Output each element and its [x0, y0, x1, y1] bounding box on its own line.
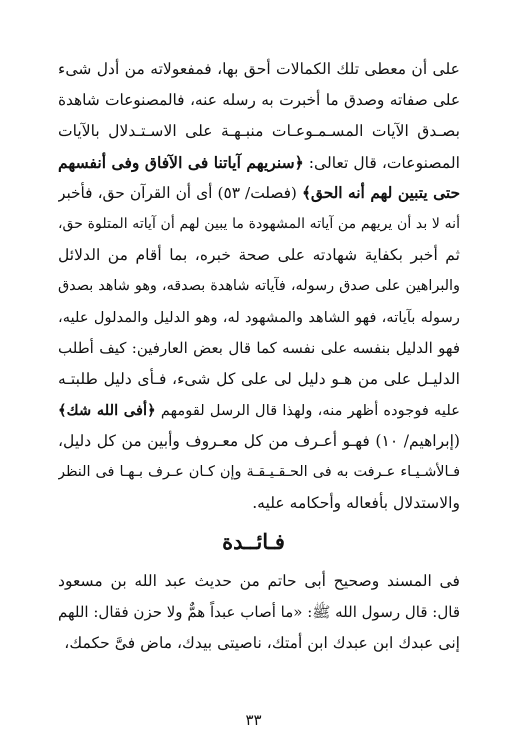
text-run: والبراهين على صدق رسوله، فآياته شاهدة بصدقه، وهو شاهد بصدق [58, 278, 460, 294]
text-run: قال: قال رسول الله ﷺ: «ما أصاب عبداً همٌّ ولا حزن فقال: اللهم [58, 603, 460, 621]
text-line [58, 333, 460, 364]
text-line [58, 488, 460, 519]
text-run: بصـدق الآيات المسـمـوعـات منبـهـة على الاسـتـدلال بالآيات [58, 122, 460, 140]
text-line [58, 395, 460, 426]
text-run: على صفاته وصدق ما أخبرت به رسله عنه، فالمصنوعات شاهدة [58, 91, 460, 109]
quran-quote: ﴿سنريهم آياتنا فى الآفاق وفى أنفسهم [58, 153, 304, 172]
text-line [58, 271, 460, 302]
text-run: أنه لا بد أن يريهم من آياته المشهودة ما يبين لهم أن آياته المتلوة حق، [58, 216, 460, 232]
text-run: والاستدلال بأفعاله وأحكامه عليه. [252, 494, 460, 512]
text-run: المصنوعات، قال تعالى: [303, 154, 460, 172]
quran-quote: حتى يتبين لهم أنه الحق﴾ [301, 184, 460, 202]
text-line [58, 54, 460, 85]
text-run: الدليـل على من هـو دليل لى على كل شىء، فـأى دليل طلبتـه [58, 370, 460, 388]
text-line [58, 597, 460, 628]
text-line [58, 426, 460, 457]
text-run: (فصلت/ ٥٣) أى أن القرآن حق، فأخبر [58, 184, 302, 202]
text-line [58, 566, 460, 597]
text-run: (إبراهيم/ ١٠) فهـو أعـرف من كل معـروف وأبين من كل دليل، [58, 432, 460, 450]
text-line [58, 116, 460, 147]
section-heading-faida: فـائــدة [222, 529, 285, 554]
text-line [58, 302, 460, 333]
quran-quote: ﴿أفى الله شك﴾ [58, 402, 156, 419]
text-run: فى المسند وصحيح أبى حاتم من حديث عبد الله بن مسعود [58, 572, 460, 590]
text-line [58, 85, 460, 116]
text-run: عليه فوجوده أظهر منه، ولهذا قال الرسل لقومهم [155, 402, 460, 419]
text-line [58, 147, 460, 178]
hadith-paragraph [58, 566, 460, 659]
text-run: فـالأشـيـاء عـرفت به فى الحـقـيـقـة وإن كـان عـرف بـهـا فى النظر [58, 464, 460, 480]
text-line [58, 364, 460, 395]
text-line [58, 628, 460, 659]
text-line [58, 209, 460, 240]
text-line [58, 178, 460, 209]
text-run: رسوله بآياته، فهو الشاهد والمشهود له، وهو الدليل والمدلول عليه، [58, 309, 460, 326]
main-paragraph [58, 54, 460, 519]
text-run: فهو الدليل بنفسه على نفسه كما قال بعض العارفين: كيف أطلب [58, 339, 460, 357]
page-number: ٣٣ [245, 711, 262, 729]
text-run: على أن معطى تلك الكمالات أحق بها، فمفعولاته من أدل شىء [58, 60, 460, 78]
text-run: ثم أخبر بكفاية شهادته على صحة خبره، بما أقام من الدلائل [58, 246, 460, 264]
text-run: إنى عبدك ابن عبدك ابن أمتك، ناصيتى بيدك، ماض فىَّ حكمك، [64, 634, 460, 652]
text-line [58, 457, 460, 488]
text-line [58, 240, 460, 271]
